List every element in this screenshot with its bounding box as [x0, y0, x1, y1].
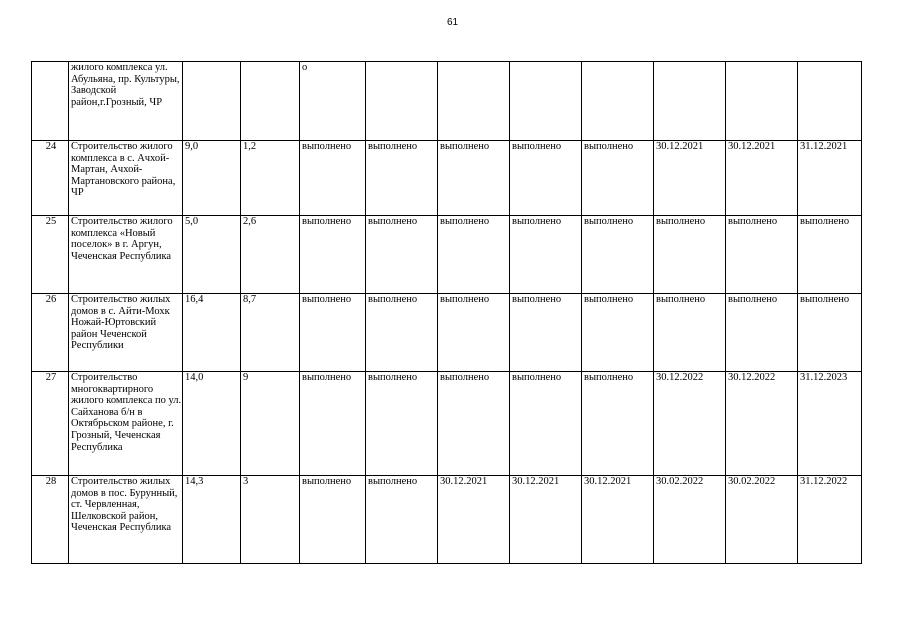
value-cell: 30.02.2022: [654, 476, 726, 564]
object-name-cell: Строительство многоквартирного жилого комплекса по ул. Сайханова б/н в Октябрьском районе, г. Грозный, Чеченская Республика: [69, 372, 183, 476]
value-cell: 14,3: [183, 476, 241, 564]
value-cell: выполнено: [582, 141, 654, 216]
value-cell: выполнено: [798, 294, 862, 372]
value-cell: [582, 62, 654, 141]
value-cell: 2,6: [241, 216, 300, 294]
value-cell: 30.12.2022: [726, 372, 798, 476]
value-cell: выполнено: [366, 294, 438, 372]
value-cell: 30.02.2022: [726, 476, 798, 564]
value-cell: выполнено: [654, 216, 726, 294]
object-name-cell: Строительство жилых домов в с. Айти-Мохк Ножай-Юртовский район Чеченской Республики: [69, 294, 183, 372]
value-cell: выполнено: [366, 476, 438, 564]
table-row: [32, 372, 862, 476]
value-cell: 30.12.2021: [654, 141, 726, 216]
value-cell: выполнено: [438, 372, 510, 476]
table-row: [32, 216, 862, 294]
value-cell: выполнено: [726, 294, 798, 372]
value-cell: [798, 62, 862, 141]
object-name-cell: жилого комплекса ул. Абульяна, пр. Культуры, Заводской район,г.Грозный, ЧР: [69, 62, 183, 141]
value-cell: [510, 62, 582, 141]
value-cell: выполнено: [582, 216, 654, 294]
value-cell: выполнено: [366, 216, 438, 294]
row-number-cell: [32, 62, 69, 141]
value-cell: 31.12.2022: [798, 476, 862, 564]
value-cell: 9: [241, 372, 300, 476]
value-cell: [438, 62, 510, 141]
value-cell: [366, 62, 438, 141]
value-cell: 30.12.2021: [510, 476, 582, 564]
value-cell: выполнено: [300, 372, 366, 476]
value-cell: 30.12.2022: [654, 372, 726, 476]
value-cell: выполнено: [438, 294, 510, 372]
value-cell: выполнено: [510, 141, 582, 216]
value-cell: 8,7: [241, 294, 300, 372]
value-cell: выполнено: [438, 141, 510, 216]
value-cell: выполнено: [366, 372, 438, 476]
value-cell: 30.12.2021: [438, 476, 510, 564]
value-cell: 16,4: [183, 294, 241, 372]
table-row: [32, 476, 862, 564]
value-cell: выполнено: [510, 294, 582, 372]
object-name-cell: Строительство жилого комплекса «Новый поселок» в г. Аргун, Чеченская Республика: [69, 216, 183, 294]
value-cell: выполнено: [582, 372, 654, 476]
value-cell: выполнено: [798, 216, 862, 294]
row-number-cell: 27: [32, 372, 69, 476]
value-cell: [654, 62, 726, 141]
row-number-cell: 25: [32, 216, 69, 294]
value-cell: 9,0: [183, 141, 241, 216]
row-number-cell: 24: [32, 141, 69, 216]
object-name-cell: Строительство жилого комплекса в с. Ачхой-Мартан, Ачхой-Мартановского района, ЧР: [69, 141, 183, 216]
row-number-cell: 28: [32, 476, 69, 564]
value-cell: [726, 62, 798, 141]
value-cell: 31.12.2023: [798, 372, 862, 476]
value-cell: выполнено: [654, 294, 726, 372]
table-row: [32, 294, 862, 372]
value-cell: 30.12.2021: [726, 141, 798, 216]
value-cell: выполнено: [510, 372, 582, 476]
value-cell: 1,2: [241, 141, 300, 216]
object-name-cell: Строительство жилых домов в пос. Бурунный, ст. Червленная, Шелковской район, Чеченская Республика: [69, 476, 183, 564]
value-cell: 5,0: [183, 216, 241, 294]
value-cell: 14,0: [183, 372, 241, 476]
data-table: [31, 61, 862, 564]
page-number: 61: [446, 17, 459, 28]
value-cell: выполнено: [438, 216, 510, 294]
table-row: [32, 62, 862, 141]
value-cell: выполнено: [510, 216, 582, 294]
value-cell: выполнено: [300, 216, 366, 294]
value-cell: 3: [241, 476, 300, 564]
value-cell: о: [300, 62, 366, 141]
value-cell: выполнено: [300, 294, 366, 372]
value-cell: выполнено: [366, 141, 438, 216]
table-row: [32, 141, 862, 216]
value-cell: выполнено: [726, 216, 798, 294]
value-cell: выполнено: [300, 476, 366, 564]
value-cell: 31.12.2021: [798, 141, 862, 216]
value-cell: выполнено: [300, 141, 366, 216]
value-cell: [183, 62, 241, 141]
value-cell: [241, 62, 300, 141]
value-cell: выполнено: [582, 294, 654, 372]
row-number-cell: 26: [32, 294, 69, 372]
value-cell: 30.12.2021: [582, 476, 654, 564]
